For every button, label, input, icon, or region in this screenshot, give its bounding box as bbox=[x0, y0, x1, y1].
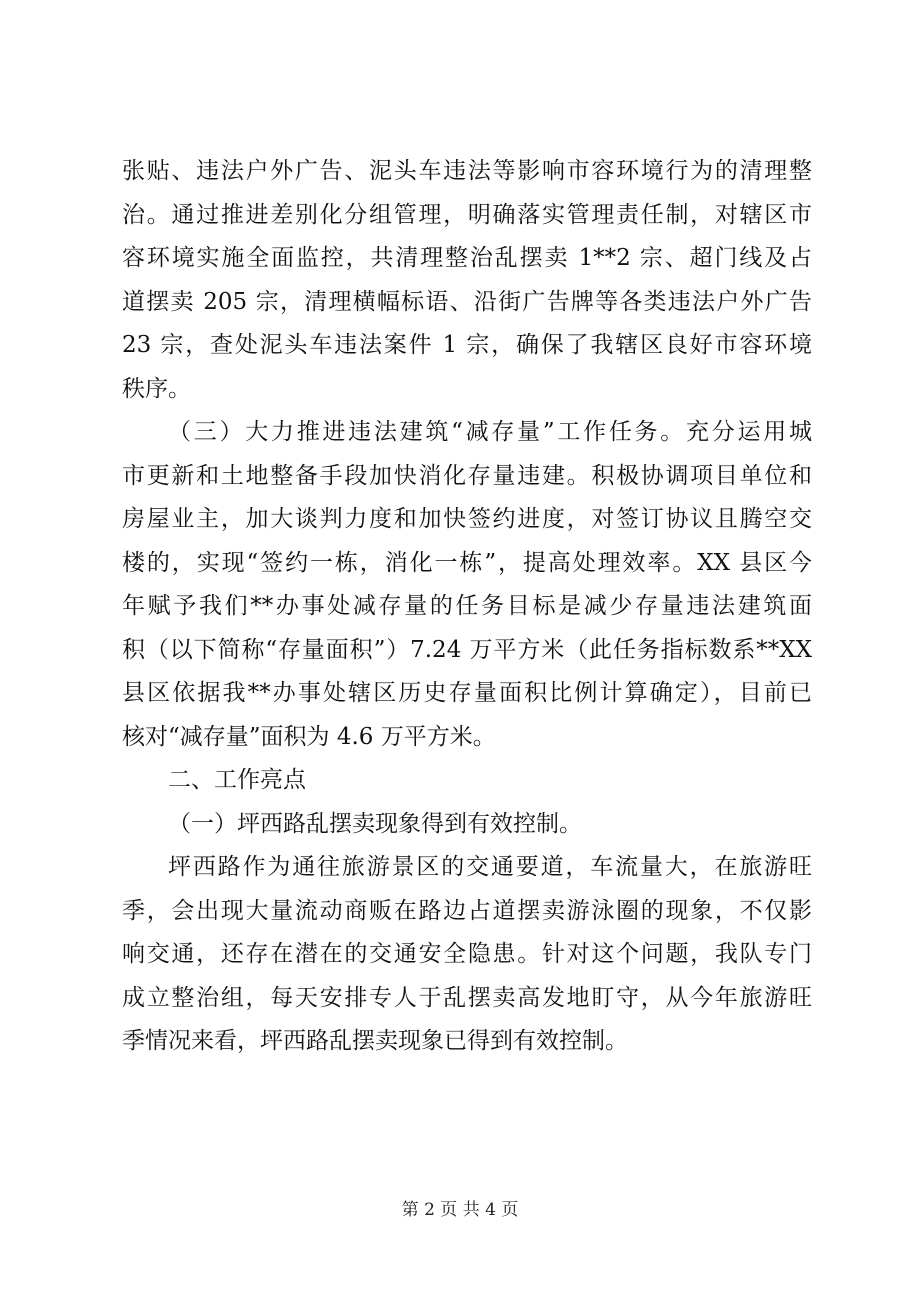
text-line: 核对“减存量”面积为 4.6 万平方米。 bbox=[122, 723, 496, 750]
text-line: 年赋予我们**办事处减存量的任务目标是减少存量违法建筑面 bbox=[122, 593, 812, 619]
text-line: 成立整治组，每天安排专人于乱摆卖高发地盯守，从今年旅游旺 bbox=[122, 984, 812, 1011]
text-line: 道摆卖 205 宗，清理横幅标语、沿街广告牌等各类违法户外广告 bbox=[122, 288, 812, 315]
page-footer: 第 2 页 共 4 页 bbox=[401, 1200, 519, 1220]
text-line: （一）坪西路乱摆卖现象得到有效控制。 bbox=[168, 810, 582, 837]
text-line: 容环境实施全面监控，共清理整治乱摆卖 1**2 宗、超门线及占 bbox=[122, 245, 812, 271]
text-line: 张贴、违法户外广告、泥头车违法等影响市容环境行为的清理整 bbox=[122, 158, 812, 184]
text-line: 响交通，还存在潜在的交通安全隐患。针对这个问题，我队专门 bbox=[122, 941, 812, 967]
text-line: 房屋业主，加大谈判力度和加快签约进度，对签订协议且腾空交 bbox=[122, 506, 812, 532]
text-line: 季情况来看，坪西路乱摆卖现象已得到有效控制。 bbox=[122, 1028, 628, 1054]
text-line: 坪西路作为通往旅游景区的交通要道，车流量大，在旅游旺 bbox=[168, 854, 812, 880]
text-line: 市更新和土地整备手段加快消化存量违建。积极协调项目单位和 bbox=[122, 462, 812, 489]
document-body bbox=[122, 150, 812, 1064]
text-line: 治。通过推进差别化分组管理，明确落实管理责任制，对辖区市 bbox=[122, 201, 812, 228]
text-line: 23 宗，查处泥头车违法案件 1 宗，确保了我辖区良好市容环境 bbox=[122, 332, 812, 358]
text-line: 县区依据我**办事处辖区历史存量面积比例计算确定），目前已 bbox=[122, 680, 812, 706]
text-line: 秩序。 bbox=[122, 375, 191, 402]
text-line: （三）大力推进违法建筑“减存量”工作任务。充分运用城 bbox=[168, 419, 812, 445]
text-line: 季，会出现大量流动商贩在路边占道摆卖游泳圈的现象，不仅影 bbox=[122, 897, 812, 924]
text-line: 积（以下简称“存量面积”）7.24 万平方米（此任务指标数系**XX bbox=[122, 636, 812, 663]
text-line: 楼的，实现“签约一栋，消化一栋”，提高处理效率。XX 县区今 bbox=[122, 549, 812, 576]
text-line: 二、工作亮点 bbox=[168, 767, 306, 793]
